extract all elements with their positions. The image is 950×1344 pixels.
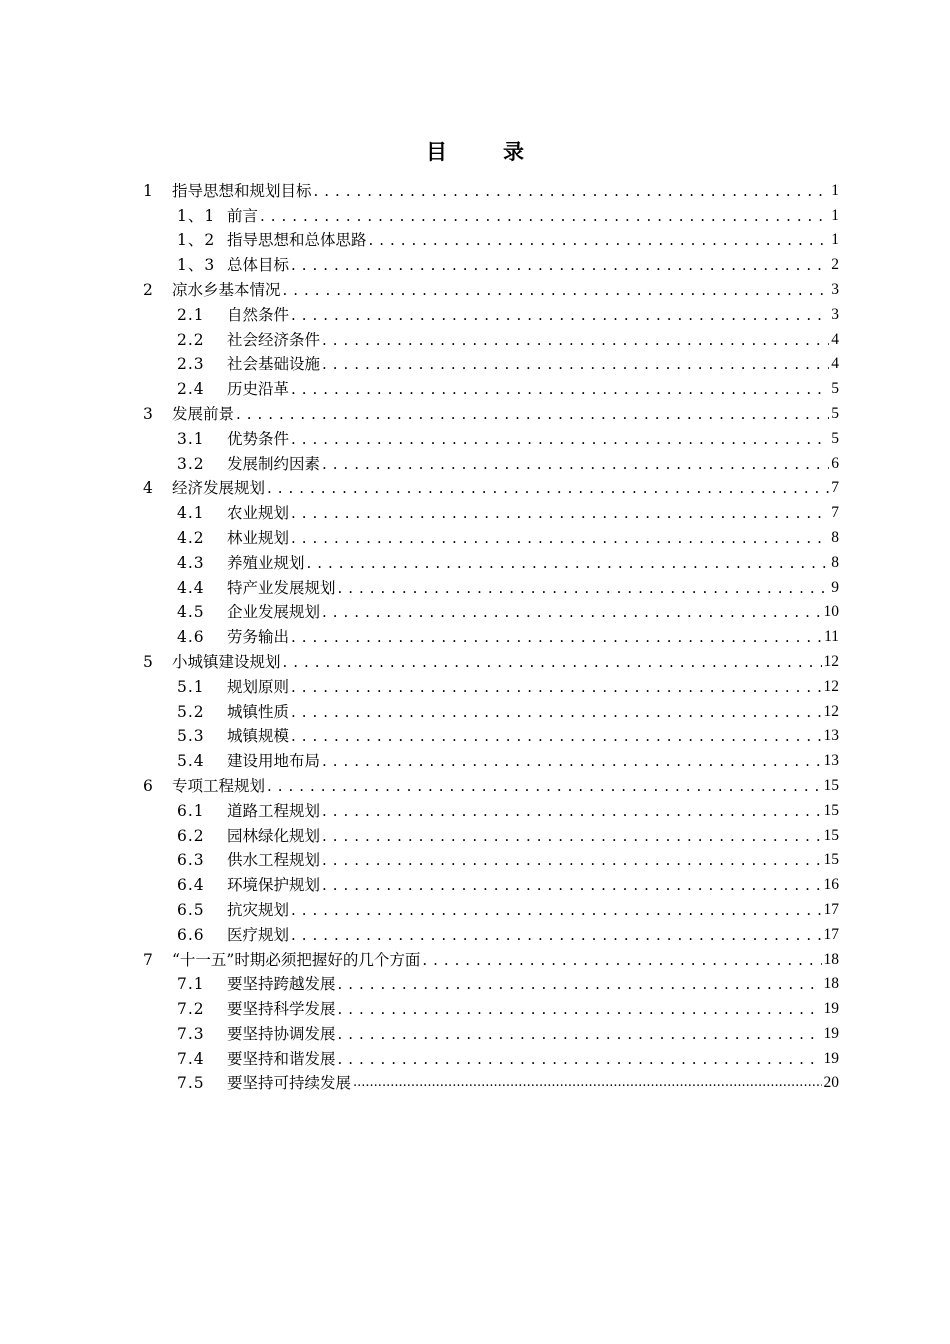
toc-entry-label: 优势条件 — [227, 429, 290, 448]
toc-dot-leader — [291, 379, 829, 399]
toc-page-number: 3 — [831, 305, 839, 323]
toc-dot-leader — [422, 950, 821, 970]
toc-section-entry[interactable] — [143, 895, 839, 920]
toc-section-entry[interactable] — [143, 672, 839, 697]
toc-chapter-entry[interactable] — [143, 647, 839, 672]
toc-section-entry[interactable] — [143, 920, 839, 945]
toc-entry-label: 医疗规划 — [227, 925, 290, 944]
toc-entry-label: 小城镇建设规划 — [172, 652, 281, 671]
toc-entry-label: 总体目标 — [227, 256, 290, 275]
toc-page-number: 8 — [831, 553, 839, 571]
toc-section-entry[interactable] — [143, 1044, 839, 1069]
toc-dot-leader — [322, 354, 829, 374]
toc-dot-leader — [283, 652, 822, 672]
toc-entry-number: 3 — [143, 404, 153, 423]
toc-page-number: 19 — [823, 1049, 839, 1067]
toc-page-number: 20 — [823, 1074, 839, 1092]
toc-entry-number: 4.2 — [177, 528, 205, 547]
toc-entry-number: 2.3 — [177, 355, 205, 374]
page-title — [0, 136, 950, 166]
toc-entry-label: 道路工程规划 — [227, 801, 321, 820]
toc-entry-label: 环境保护规划 — [227, 876, 321, 895]
toc-entry-label: 要坚持协调发展 — [227, 1024, 336, 1043]
toc-page-number: 19 — [823, 1024, 839, 1042]
toc-section-entry[interactable] — [143, 424, 839, 449]
toc-entry-label: 供水工程规划 — [227, 851, 321, 870]
toc-entry-label: 要坚持科学发展 — [227, 1000, 336, 1019]
toc-entry-label: 建设用地布局 — [227, 752, 321, 771]
toc-entry-label: 规划原则 — [227, 677, 290, 696]
toc-dot-leader — [322, 330, 829, 350]
toc-page-number: 13 — [823, 752, 839, 770]
toc-dot-leader — [291, 627, 822, 647]
toc-chapter-entry[interactable] — [143, 945, 839, 970]
toc-entry-number: 7.4 — [177, 1049, 205, 1068]
toc-dot-leader — [236, 404, 829, 424]
toc-page-number: 5 — [831, 404, 839, 422]
toc-chapter-entry[interactable] — [143, 176, 839, 201]
toc-entry-label: 发展前景 — [172, 404, 235, 423]
toc-dot-leader — [291, 702, 821, 722]
toc-page-number: 13 — [823, 727, 839, 745]
toc-section-entry[interactable] — [143, 697, 839, 722]
toc-page-number: 8 — [831, 528, 839, 546]
toc-entry-number: 6.6 — [177, 925, 205, 944]
toc-chapter-entry[interactable] — [143, 474, 839, 499]
toc-page-number: 17 — [823, 925, 839, 943]
toc-entry-number: 7.2 — [177, 1000, 205, 1019]
toc-dot-leader — [338, 999, 822, 1019]
toc-section-entry[interactable] — [143, 796, 839, 821]
toc-dot-leader — [283, 280, 830, 300]
toc-section-entry[interactable] — [143, 325, 839, 350]
toc-entry-number: 6.2 — [177, 826, 205, 845]
toc-entry-number: 3.2 — [177, 454, 205, 473]
toc-page-number: 17 — [823, 900, 839, 918]
toc-section-entry[interactable] — [143, 970, 839, 995]
toc-section-entry[interactable] — [143, 350, 839, 375]
toc-entry-label: 劳务输出 — [227, 628, 290, 647]
toc-entry-number: 6.1 — [177, 801, 205, 820]
toc-entry-label: 自然条件 — [227, 305, 290, 324]
toc-entry-number: 4 — [143, 479, 153, 498]
toc-dot-leader — [291, 925, 821, 945]
toc-entry-label: 城镇规模 — [227, 727, 290, 746]
toc-section-entry[interactable] — [143, 498, 839, 523]
toc-section-entry[interactable] — [143, 250, 839, 275]
toc-entry-number: 6.5 — [177, 900, 205, 919]
toc-dot-leader — [353, 1073, 821, 1093]
toc-page-number: 5 — [831, 380, 839, 398]
toc-dot-leader — [291, 255, 829, 275]
toc-page-number: 4 — [831, 355, 839, 373]
toc-entry-label: 要坚持可持续发展 — [227, 1074, 352, 1093]
toc-page-number: 18 — [823, 975, 839, 993]
toc-page-number: 15 — [823, 801, 839, 819]
toc-entry-number: 7.1 — [177, 975, 205, 994]
toc-entry-label: 养殖业规划 — [227, 553, 305, 572]
toc-entry-label: 指导思想和总体思路 — [227, 231, 367, 250]
toc-page-number: 2 — [831, 256, 839, 274]
toc-entry-number: 7.3 — [177, 1024, 205, 1043]
toc-entry-label: 要坚持跨越发展 — [227, 975, 336, 994]
toc-entry-label: 农业规划 — [227, 504, 290, 523]
toc-chapter-entry[interactable] — [143, 771, 839, 796]
toc-entry-number: 6.3 — [177, 851, 205, 870]
toc-dot-leader — [291, 726, 821, 746]
toc-section-entry[interactable] — [143, 300, 839, 325]
toc-section-entry[interactable] — [143, 374, 839, 399]
toc-chapter-entry[interactable] — [143, 275, 839, 300]
toc-entry-label: 社会基础设施 — [227, 355, 321, 374]
toc-page-number: 12 — [823, 652, 839, 670]
toc-chapter-entry[interactable] — [143, 399, 839, 424]
toc-dot-leader — [291, 900, 821, 920]
toc-dot-leader — [322, 826, 821, 846]
toc-entry-number: 4.3 — [177, 553, 205, 572]
toc-entry-label: 企业发展规划 — [227, 603, 321, 622]
toc-entry-number: 2.4 — [177, 380, 205, 399]
toc-page-number: 1 — [831, 206, 839, 224]
toc-entry-number: 1、2 — [177, 231, 216, 250]
toc-dot-leader — [322, 850, 821, 870]
toc-dot-leader — [322, 751, 821, 771]
toc-entry-number: 2.1 — [177, 305, 205, 324]
toc-section-entry[interactable] — [143, 1019, 839, 1044]
toc-dot-leader — [291, 429, 829, 449]
toc-dot-leader — [291, 503, 829, 523]
toc-dot-leader — [322, 801, 821, 821]
toc-page-number: 1 — [831, 181, 839, 199]
toc-section-entry[interactable] — [143, 573, 839, 598]
toc-page-number: 1 — [831, 231, 839, 249]
toc-entry-number: 2 — [143, 280, 153, 299]
toc-dot-leader — [291, 528, 829, 548]
toc-entry-number: 6.4 — [177, 876, 205, 895]
toc-entry-number: 6 — [143, 776, 153, 795]
toc-section-entry[interactable] — [143, 226, 839, 251]
toc-section-entry[interactable] — [143, 449, 839, 474]
toc-page-number: 4 — [831, 330, 839, 348]
table-of-contents — [143, 176, 839, 1093]
toc-section-entry[interactable] — [143, 722, 839, 747]
toc-page-number: 15 — [823, 851, 839, 869]
toc-entry-label: 凉水乡基本情况 — [172, 280, 281, 299]
toc-section-entry[interactable] — [143, 598, 839, 623]
toc-entry-label: 社会经济条件 — [227, 330, 321, 349]
toc-section-entry[interactable] — [143, 994, 839, 1019]
toc-dot-leader — [291, 677, 821, 697]
toc-page-number: 3 — [831, 280, 839, 298]
toc-dot-leader — [267, 478, 829, 498]
toc-entry-number: 2.2 — [177, 330, 205, 349]
toc-dot-leader — [322, 454, 829, 474]
toc-section-entry[interactable] — [143, 746, 839, 771]
toc-entry-number: 5.1 — [177, 677, 205, 696]
toc-entry-label: 专项工程规划 — [172, 776, 266, 795]
toc-entry-number: 7.5 — [177, 1074, 205, 1093]
toc-page-number: 15 — [823, 776, 839, 794]
toc-section-entry[interactable] — [143, 821, 839, 846]
toc-page-number: 15 — [823, 826, 839, 844]
toc-page-number: 16 — [823, 876, 839, 894]
toc-page-number: 7 — [831, 479, 839, 497]
toc-page-number: 19 — [823, 1000, 839, 1018]
toc-entry-number: 5 — [143, 652, 153, 671]
toc-dot-leader — [338, 578, 830, 598]
toc-section-entry[interactable] — [143, 622, 839, 647]
toc-section-entry[interactable] — [143, 523, 839, 548]
toc-entry-label: 城镇性质 — [227, 702, 290, 721]
toc-entry-number: 4.5 — [177, 603, 205, 622]
toc-entry-number: 5.2 — [177, 702, 205, 721]
toc-entry-label: 林业规划 — [227, 528, 290, 547]
toc-dot-leader — [260, 206, 829, 226]
toc-section-entry[interactable] — [143, 1069, 839, 1094]
toc-dot-leader — [338, 1049, 822, 1069]
toc-dot-leader — [369, 230, 830, 250]
toc-entry-number: 1、1 — [177, 206, 216, 225]
toc-entry-label: 历史沿革 — [227, 380, 290, 399]
toc-entry-label: 特产业发展规划 — [227, 578, 336, 597]
toc-dot-leader — [338, 974, 822, 994]
title-char-2: 录 — [503, 140, 524, 164]
toc-dot-leader — [307, 553, 830, 573]
toc-entry-label: 要坚持和谐发展 — [227, 1049, 336, 1068]
toc-page-number: 5 — [831, 429, 839, 447]
toc-dot-leader — [314, 181, 830, 201]
title-char-1: 目 — [426, 140, 447, 164]
toc-dot-leader — [322, 875, 821, 895]
toc-entry-label: 园林绿化规划 — [227, 826, 321, 845]
toc-page-number: 12 — [823, 677, 839, 695]
toc-entry-number: 4.1 — [177, 504, 205, 523]
toc-entry-number: 1 — [143, 181, 153, 200]
toc-entry-label: 发展制约因素 — [227, 454, 321, 473]
toc-page-number: 10 — [823, 603, 839, 621]
toc-page-number: 7 — [831, 504, 839, 522]
toc-entry-label: 经济发展规划 — [172, 479, 266, 498]
toc-entry-number: 3.1 — [177, 429, 205, 448]
toc-dot-leader — [338, 1024, 822, 1044]
toc-page-number: 6 — [831, 454, 839, 472]
toc-dot-leader — [291, 305, 829, 325]
toc-entry-number: 5.3 — [177, 727, 205, 746]
toc-entry-number: 7 — [143, 950, 153, 969]
toc-dot-leader — [322, 602, 821, 622]
toc-page-number: 9 — [831, 578, 839, 596]
toc-entry-label: “十一五”时期必须把握好的几个方面 — [172, 950, 421, 969]
toc-entry-number: 1、3 — [177, 256, 216, 275]
toc-dot-leader — [267, 776, 821, 796]
toc-entry-number: 5.4 — [177, 752, 205, 771]
toc-section-entry[interactable] — [143, 846, 839, 871]
toc-page-number: 12 — [823, 702, 839, 720]
toc-section-entry[interactable] — [143, 870, 839, 895]
toc-section-entry[interactable] — [143, 548, 839, 573]
toc-section-entry[interactable] — [143, 201, 839, 226]
toc-entry-label: 前言 — [227, 206, 259, 225]
toc-entry-label: 指导思想和规划目标 — [172, 181, 312, 200]
toc-page-number: 18 — [823, 950, 839, 968]
toc-entry-number: 4.6 — [177, 628, 205, 647]
toc-entry-label: 抗灾规划 — [227, 900, 290, 919]
toc-page-number: 11 — [824, 628, 839, 646]
toc-entry-number: 4.4 — [177, 578, 205, 597]
